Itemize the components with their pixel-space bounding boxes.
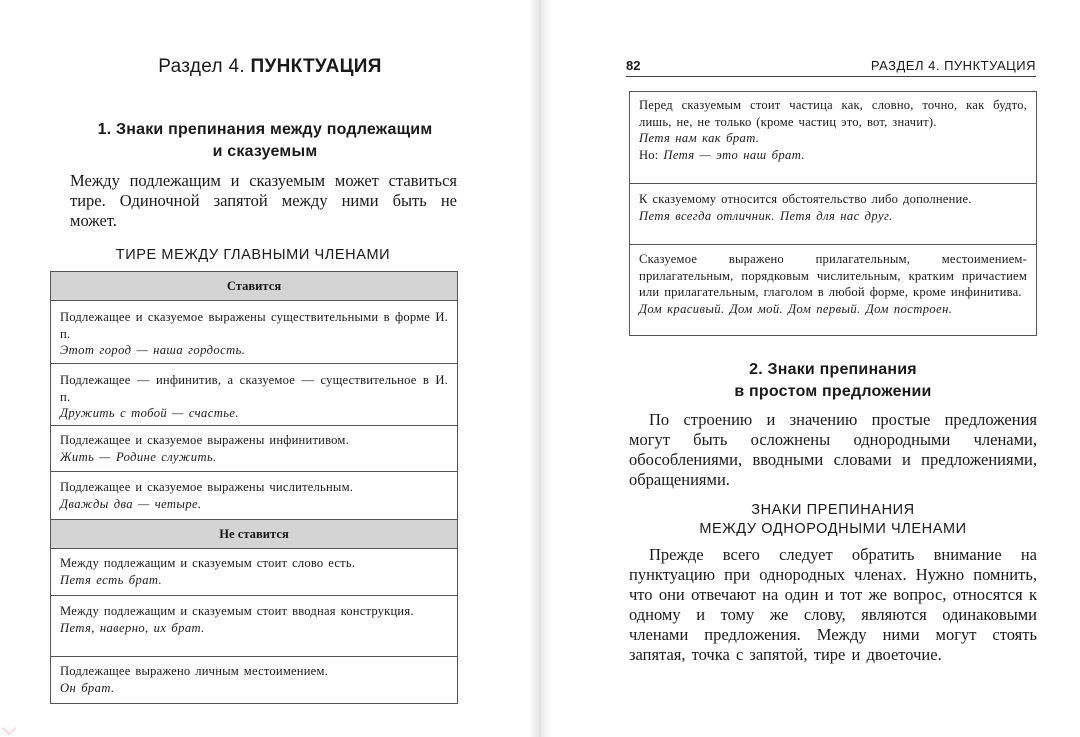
heading-line-2: и сказуемым	[212, 143, 318, 160]
page-number: 82	[626, 58, 641, 73]
heading-line-2: в простом предложении	[734, 383, 932, 400]
rule-example: Дружить с тобой — счастье.	[60, 406, 239, 421]
rules-table-right	[629, 91, 1037, 336]
heading-line-1: 2. Знаки препинания	[749, 361, 917, 378]
rule-example: Жить — Родине служить.	[60, 449, 217, 464]
header-divider	[626, 76, 1036, 77]
table-row	[51, 301, 457, 364]
rule-text: Перед сказуемым стоит частица как, словно, точно, как будто, лишь, не, не только (кроме частиц это, вот, значит).	[639, 98, 1027, 129]
rule-text: Подлежащее и сказуемое выражены числительным.	[60, 480, 354, 494]
table-row	[51, 657, 457, 703]
rule-example: Петя всегда отличник. Петя для нас друг.	[639, 208, 893, 223]
table-header-applies: Ставится	[51, 272, 457, 301]
table-row	[51, 364, 457, 426]
chapter-heading-1	[40, 119, 490, 163]
table-row	[630, 245, 1036, 335]
rule-example: Петя есть брат.	[60, 572, 163, 587]
intro-paragraph: Между подлежащим и сказуемым может ставиться тире. Одиночной запятой между ними быть не может.	[70, 171, 457, 230]
chapter-heading-2	[629, 359, 1037, 403]
rule-example: Этот город — наша гордость.	[60, 343, 246, 358]
caption-line-1: ЗНАКИ ПРЕПИНАНИЯ	[751, 502, 915, 518]
caption-line-2: МЕЖДУ ОДНОРОДНЫМИ ЧЛЕНАМИ	[699, 521, 967, 537]
rule-text: Подлежащее и сказуемое выражены инфинитивом.	[60, 433, 349, 447]
subsection-caption	[629, 501, 1037, 539]
table-row	[630, 92, 1036, 184]
table-row	[51, 426, 457, 472]
running-head: РАЗДЕЛ 4. ПУНКТУАЦИЯ	[870, 58, 1036, 73]
rule-example-contrast	[639, 147, 1027, 164]
rule-text: Между подлежащим и сказуемым стоит вводная конструкция.	[60, 604, 414, 618]
rule-example: Петя нам как брат.	[639, 131, 760, 146]
paragraph-1: По строению и значению простые предложения могут быть осложнены однородными членами, обособлениями, вводными словами и предложениями, обращениями.	[629, 410, 1037, 489]
table-row	[51, 596, 457, 657]
rule-text: Подлежащее — инфинитив, а сказуемое — существительное в И. п.	[60, 373, 448, 404]
contrast-prefix: Но:	[639, 147, 664, 162]
table-row	[51, 472, 457, 520]
rule-text: Подлежащее и сказуемое выражены существительными в форме И. п.	[60, 310, 448, 341]
section-title: ПУНКТУАЦИЯ	[250, 56, 382, 77]
table-caption: ТИРЕ МЕЖДУ ГЛАВНЫМИ ЧЛЕНАМИ	[115, 247, 391, 263]
table-header-not-applies: Не ставится	[51, 520, 457, 549]
rule-text: Между подлежащим и сказуемым стоит слово есть.	[60, 556, 356, 570]
table-row	[630, 184, 1036, 245]
rule-example: Он брат.	[60, 680, 115, 695]
corner-mark-icon	[2, 721, 16, 735]
book-gutter	[528, 0, 552, 737]
rule-text: Подлежащее выражено личным местоимением.	[60, 664, 328, 678]
rule-text: К сказуемому относится обстоятельство либо дополнение.	[639, 192, 972, 206]
right-page	[540, 0, 1080, 737]
rule-example: Дом красивый. Дом мой. Дом первый. Дом построен.	[639, 301, 953, 316]
paragraph-2: Прежде всего следует обратить внимание на пунктуацию при однородных членах. Нужно помнить, что они отвечают на один и тот же вопрос, относятся к одному и тому же слову, являются одинаковыми членами предложения. Между ними могут стоять запятая, точка с запятой, тире и двоеточие.	[629, 545, 1037, 664]
rule-text: Сказуемое выражено прилагательным, местоимением-прилагательным, порядковым числительным, кратким причастием или прилагательным, глаголом в любой форме, кроме инфинитива.	[639, 252, 1027, 300]
rule-example: Дважды два — четыре.	[60, 496, 202, 511]
section-prefix: Раздел 4.	[158, 56, 245, 77]
heading-line-1: 1. Знаки препинания между подлежащим	[97, 121, 433, 138]
section-heading	[0, 56, 540, 78]
table-row	[51, 549, 457, 596]
rule-example: Петя — это наш брат.	[663, 147, 805, 162]
rule-example: Петя, наверно, их брат.	[60, 620, 205, 635]
rules-table-left	[50, 271, 458, 704]
